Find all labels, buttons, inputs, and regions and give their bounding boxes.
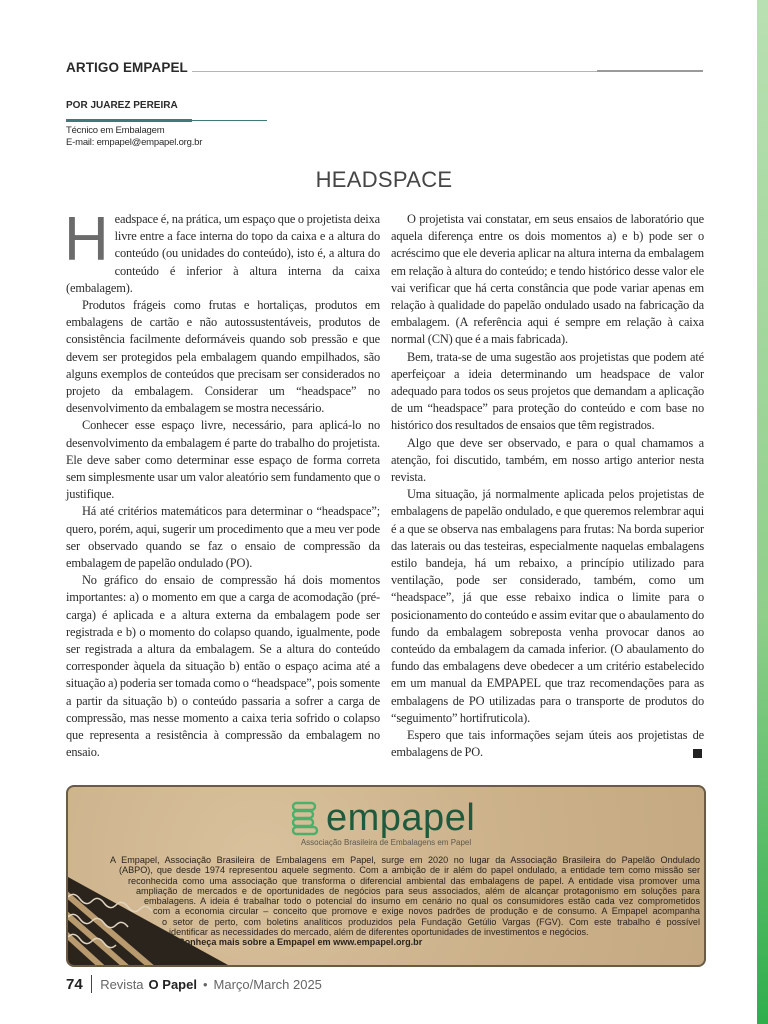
paragraph [391, 727, 704, 761]
paragraph: Bem, trata-se de uma sugestão aos projetistas que podem até aperfeiçoar a ideia determinando um headspace de valor adequado para todos os seus projetos que demandam a aplicação de um “headspace” para proteção do conteúdo e com base no histórico dos resultados de ensaios que têm registrados. [391, 349, 704, 433]
empapel-logo-text: empapel [326, 797, 476, 839]
empapel-promo-box [66, 785, 706, 967]
article-column-right [391, 211, 704, 762]
paragraph: O projetista vai constatar, em seus ensaios de laboratório que aquela diferença entre os dois momentos a) e b) pode ser o acréscimo que ele deveria aplicar na altura interna da embalagem em relação à altura do conteúdo; e tendo histórico desse valor ele vai verificar que há certa constância que pode variar apenas em relação à qualidade do papelão ondulado usado na fabricação da embalagem. (A referência aqui é sempre em relação à caixa normal (CN) que é a mais fabricada). [391, 212, 704, 347]
article-column-left [64, 205, 380, 762]
promo-line: o setor de perto, com boletins analíticos produzidos pela Fundação Getúlio Vargas (FGV). Com este trabalho é possível [162, 916, 700, 927]
paragraph: No gráfico do ensaio de compressão há dois momentos importantes: a) o momento em que a carga de acomodação (pré-carga) é aplicada e a altura externa da embalagem pode ser registrada e b) o momento do colapso quando, igualmente, pode ser registrada a altura da embalagem. Se a altura do conteúdo corresponder àquela da situação b) então o espaço acima até a situação a) poderia ser tomada como o “headspace”, pois somente a partir da situação b) o conteúdo passaria a sofrer a carga de compressão, mas nesse momento a caixa teria sofrido o colapso que representa a resistência à compressão da embalagem no ensaio. [66, 573, 380, 760]
end-of-article-mark [693, 749, 702, 758]
publication-name: O Papel [148, 976, 197, 992]
page-footer [66, 975, 322, 993]
paragraph: Uma situação, já normalmente aplicada pelos projetistas de embalagens de papelão ondulado, e que queremos relembrar aqui é a que se observa nas embalagens para frutas: Na borda superior das laterais ou das testeiras, especialmente naquelas embalagens estilo bandeja, há um rebaixo, a princípio utilizado para ventilação, pode ser considerado, também, como um “headspace”, já que esse rebaixo indica o limite para o posicionamento do conteúdo e assim evitar que o abaulamento do fundo da embalagem sobreposta venha provocar danos ao conteúdo da embalagem da camada inferior. (O abaulamento do fundo das embalagens deve obedecer a um critério estabelecido em um manual da EMPAPEL que traz recomendações para as embalagens de PO utilizadas para o transporte de produtos do “seguimento” hortifruticola). [391, 487, 704, 725]
promo-line: embalagens. A ideia é trabalhar todo o potencial do insumo em cenário no qual os consumidores estão cada vez comprometidos [144, 896, 700, 906]
issue-date: Março/March 2025 [213, 976, 322, 992]
promo-website-link[interactable]: Conheça mais sobre a Empapel em www.empapel.org.br [178, 937, 423, 947]
author-rule [192, 120, 267, 121]
promo-line: com a economia circular – conceito que promove e exige novos padrões de produção e de consumo. A Empapel acompanha [153, 906, 700, 917]
footer-separator: • [202, 976, 208, 992]
paragraph: Algo que deve ser observado, e para o qual chamamos a atenção, foi discutido, também, em nosso artigo anterior nesta revista. [391, 435, 704, 485]
section-label: ARTIGO EMPAPEL [66, 60, 188, 75]
promo-line: A Empapel, Associação Brasileira de Embalagens em Papel, surge em 2020 no lugar da Associação Brasileira do Papelão Ondulado [110, 855, 700, 865]
promo-line: ampliação de mercados e de oportunidades de negócios para seus associados, além de alcançar protagonismo em soluções para [136, 885, 700, 896]
paragraph: Produtos frágeis como frutas e hortaliças, produtos em embalagens de cartão e não autossustentáveis, produtos de consistência facilmente deformáveis quando sob pressão e que devem ser protegidos pela embalagem quando empilhados, são alguns exemplos de conteúdos que precisam ser considerados no projeto da embalagem. Considerar um “headspace” no desenvolvimento da embalagem se mostra necessário. [66, 298, 380, 416]
promo-line: identificar as necessidades do mercado, além de diferentes oportunidades de investimentos e negócios. [169, 926, 589, 937]
author-email: E-mail: empapel@empapel.org.br [66, 137, 203, 148]
empapel-logo-icon [290, 801, 320, 837]
article-title: HEADSPACE [315, 167, 453, 192]
footer-divider [91, 975, 93, 993]
header-rule-accent [597, 70, 703, 72]
empapel-logo [290, 797, 475, 840]
promo-line: (ABPO), que desde 1974 representou aquele segmento. Com a ambição de ir além do papel ondulado, a entidade tem como missão ser [119, 865, 700, 876]
paragraph-text: Espero que tais informações sejam úteis aos projetistas de embalagens de PO. [391, 728, 704, 760]
promo-line: reconhecida como uma associação que transforma o diferencial ambiental das embalagens de papel. A entidade visa promover uma [128, 875, 700, 886]
author-role: Técnico em Embalagem [66, 125, 165, 136]
drop-cap: H [64, 205, 109, 274]
author-info [66, 125, 202, 149]
edge-color-bar [757, 0, 768, 1024]
empapel-logo-subtitle: Associação Brasileira de Embalagens em Papel [300, 838, 472, 847]
paragraph: Há até critérios matemáticos para determinar o “headspace”; quero, porém, aqui, sugerir um procedimento que a meu ver pode ser observado quando se faz o ensaio de compressão da embalagem de papelão ondulado (PO). [66, 504, 380, 571]
paragraph [64, 205, 380, 297]
paragraph: Conhecer esse espaço livre, necessário, para aplicá-lo no desenvolvimento da embalagem é parte do trabalho do projetista. Ele deve saber como determinar esse espaço de forma correta sem simplesmente usar um valor aleatório sem fundamento que o justifique. [66, 418, 380, 502]
promo-description [68, 855, 700, 947]
page-number: 74 [66, 975, 83, 993]
author-rule-accent [66, 119, 192, 122]
author-byline: POR JUAREZ PEREIRA [66, 100, 178, 111]
publication-prefix: Revista [100, 976, 144, 992]
paragraph-text: eadspace é, na prática, um espaço que o projetista deixa livre entre a face interna do topo da caixa e a altura do conteúdo (ou unidades do conteúdo), isto é, a altura do conteúdo é inferior à altura interna da caixa (embalagem). [66, 212, 380, 295]
